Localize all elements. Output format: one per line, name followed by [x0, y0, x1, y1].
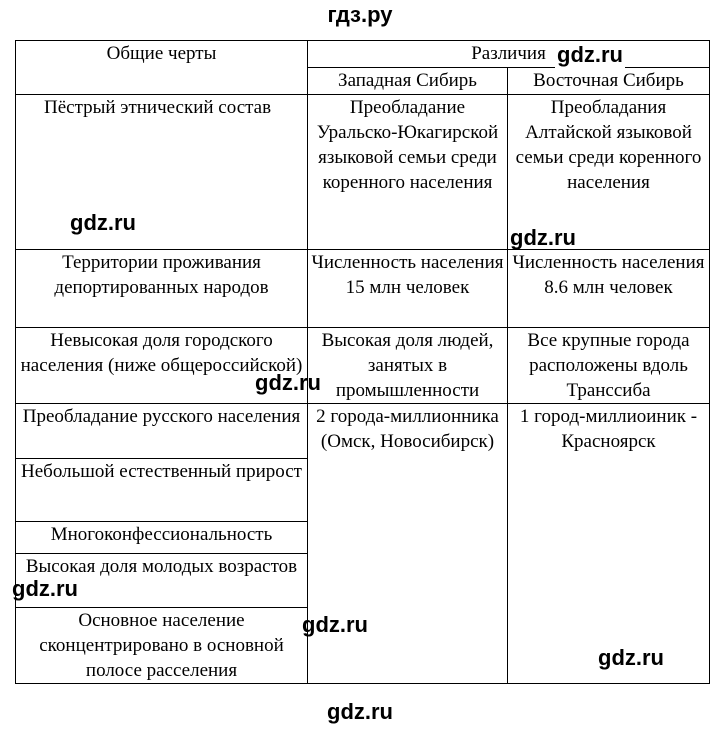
header-east-siberia: Восточная Сибирь: [508, 68, 710, 95]
east-cell: Все крупные города расположены вдоль Транссиба: [508, 328, 710, 404]
site-header: гдз.ру: [327, 2, 393, 27]
watermark-logo: gdz.ru: [255, 370, 321, 395]
common-cell: Преобладание русского населения: [16, 404, 308, 459]
site-footer: gdz.ru: [327, 699, 393, 724]
table-row: [16, 404, 710, 459]
common-cell: Небольшой естественный прирост: [16, 459, 308, 522]
west-cell: Преобладание Уральско-Юкагирской языковой семьи среди коренного населения: [308, 95, 508, 250]
watermark-logo: gdz.ru: [510, 225, 576, 250]
header-differences: Различия: [308, 41, 710, 68]
west-cell: Численность населения 15 млн человек: [308, 250, 508, 328]
comparison-table: [15, 40, 710, 684]
table-row: [16, 250, 710, 328]
common-cell: Территории проживания депортированных народов: [16, 250, 308, 328]
common-cell: Невысокая доля городского населения (ниже общероссийской): [16, 328, 308, 404]
common-cell: Пёстрый этнический состав: [16, 95, 308, 250]
west-cell: Высокая доля людей, занятых в промышленности: [308, 328, 508, 404]
east-cell-merged: 1 город-миллиоиник - Красноярск: [508, 404, 710, 684]
watermark-logo: gdz.ru: [302, 612, 368, 637]
table-row: [16, 328, 710, 404]
common-cell: Высокая доля молодых возрастов: [16, 554, 308, 608]
watermark-logo: gdz.ru: [12, 576, 78, 601]
west-cell-merged: 2 города-миллионника (Омск, Новосибирск): [308, 404, 508, 684]
watermark-logo: gdz.ru: [70, 210, 136, 235]
common-cell: Многоконфессиональность: [16, 522, 308, 554]
common-cell: Основное население сконцентрировано в основной полосе расселения: [16, 608, 308, 684]
east-cell: Численность населения 8.6 млн человек: [508, 250, 710, 328]
watermark-logo: gdz.ru: [598, 645, 664, 670]
watermark-logo: gdz.ru: [557, 42, 623, 67]
header-west-siberia: Западная Сибирь: [308, 68, 508, 95]
east-cell: Преобладания Алтайской языковой семьи среди коренного населения: [508, 95, 710, 250]
header-common-features: Общие черты: [16, 41, 308, 95]
